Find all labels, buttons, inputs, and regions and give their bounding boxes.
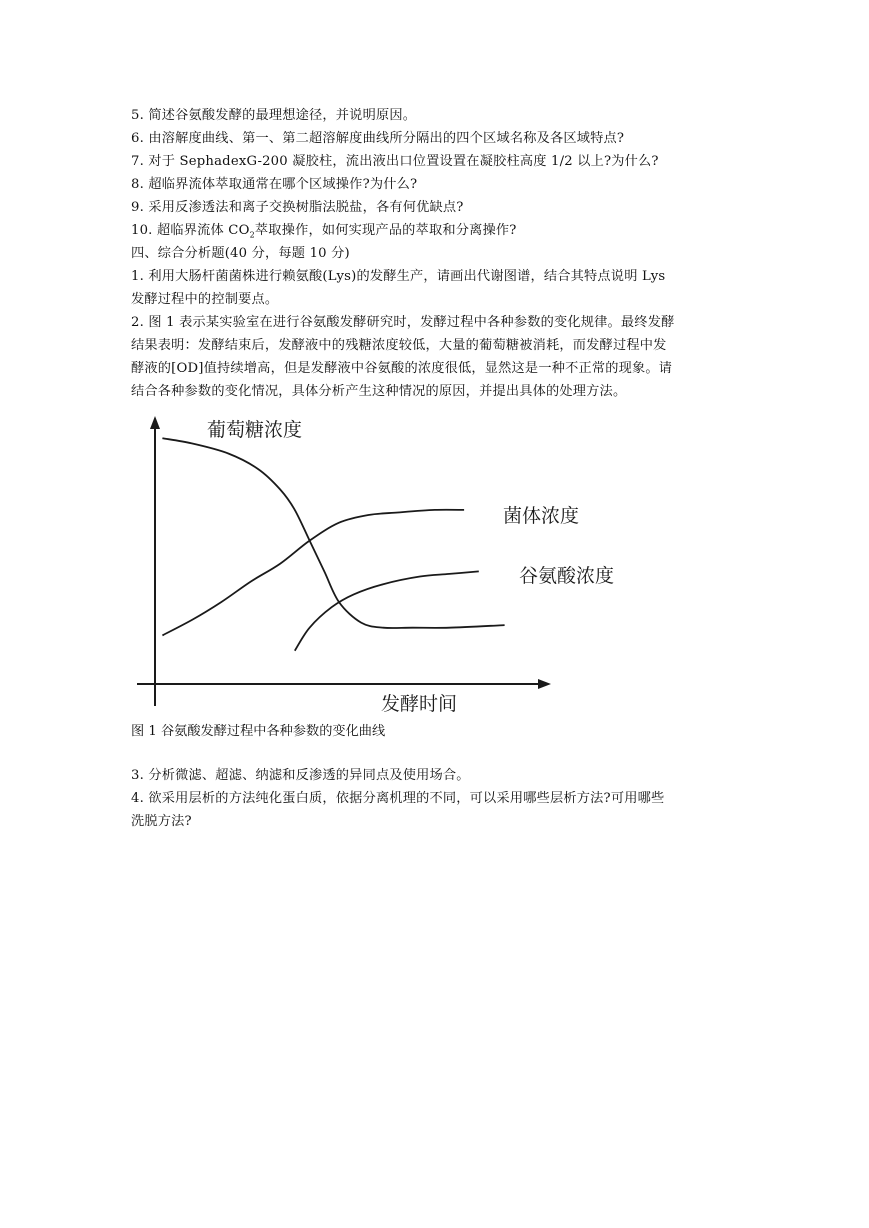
question-4-line: 洗脱方法? bbox=[131, 814, 192, 829]
biomass-curve bbox=[162, 510, 464, 636]
x-axis-arrow bbox=[538, 679, 551, 689]
chart-axes bbox=[137, 416, 551, 706]
y-axis-arrow bbox=[150, 416, 160, 429]
glucose-curve bbox=[162, 438, 504, 628]
fermentation-chart bbox=[131, 408, 615, 720]
question-6: 6. 由溶解度曲线、第一、第二超溶解度曲线所分隔出的四个区域名称及各区域特点? bbox=[131, 131, 625, 146]
analysis-question-2-line: 酵液的[OD]值持续增高，但是发酵液中谷氨酸的浓度很低，显然这是一种不正常的现象。请 bbox=[131, 361, 673, 376]
question-8: 8. 超临界流体萃取通常在哪个区域操作?为什么? bbox=[131, 177, 418, 192]
question-10-subscript: 2 bbox=[249, 230, 255, 240]
section-4-heading: 四、综合分析题(40 分，每题 10 分) bbox=[131, 246, 350, 261]
question-10-prefix: 10. 超临界流体 CO bbox=[131, 223, 250, 238]
analysis-question-2-line: 结合各种参数的变化情况，具体分析产生这种情况的原因，并提出具体的处理方法。 bbox=[131, 384, 627, 399]
glutamate-series-label: 谷氨酸浓度 bbox=[519, 565, 615, 587]
figure-caption: 图 1 谷氨酸发酵过程中各种参数的变化曲线 bbox=[131, 724, 386, 739]
question-3: 3. 分析微滤、超滤、纳滤和反渗透的异同点及使用场合。 bbox=[131, 768, 470, 783]
analysis-question-1-line: 发酵过程中的控制要点。 bbox=[131, 292, 279, 307]
x-axis-label: 发酵时间 bbox=[381, 693, 458, 715]
chart-labels bbox=[207, 419, 614, 715]
question-7: 7. 对于 SephadexG-200 凝胶柱，流出液出口位置设置在凝胶柱高度 1/2 以上?为什么? bbox=[131, 154, 659, 169]
biomass-series-label: 菌体浓度 bbox=[503, 505, 580, 527]
analysis-question-2-line: 结果表明：发酵结束后，发酵液中的残糖浓度较低，大量的葡萄糖被消耗，而发酵过程中发 bbox=[131, 338, 667, 353]
analysis-question-2-line: 2. 图 1 表示某实验室在进行谷氨酸发酵研究时，发酵过程中各种参数的变化规律。最终发酵 bbox=[131, 315, 675, 330]
question-9: 9. 采用反渗透法和离子交换树脂法脱盐，各有何优缺点? bbox=[131, 200, 464, 215]
question-4-line: 4. 欲采用层析的方法纯化蛋白质，依据分离机理的不同，可以采用哪些层析方法?可用哪些 bbox=[131, 791, 665, 806]
analysis-question-1-line: 1. 利用大肠杆菌菌株进行赖氨酸(Lys)的发酵生产，请画出代谢图谱，结合其特点说明 Lys bbox=[131, 269, 666, 284]
question-5: 5. 简述谷氨酸发酵的最理想途径，并说明原因。 bbox=[131, 108, 417, 123]
glutamate-curve bbox=[295, 571, 479, 650]
glucose-series-label: 葡萄糖浓度 bbox=[207, 419, 303, 441]
chart-curves bbox=[162, 438, 504, 651]
question-10-suffix: 萃取操作，如何实现产品的萃取和分离操作? bbox=[254, 223, 517, 238]
